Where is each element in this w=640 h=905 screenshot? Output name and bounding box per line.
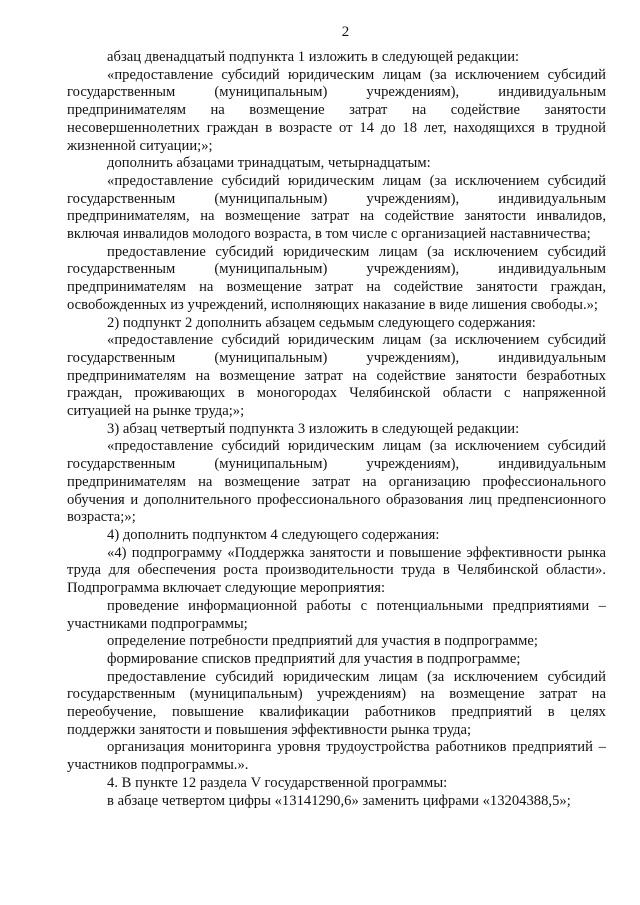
paragraph: 4. В пункте 12 раздела V государственной программы:: [107, 774, 448, 791]
paragraph: 3) абзац четвертый подпункта 3 изложить в следующей редакции:: [107, 420, 520, 437]
paragraph: организация мониторинга уровня трудоустройства работников предприятий – участников подпрограммы.».: [67, 739, 606, 774]
paragraph: предоставление субсидий юридическим лицам (за исключением субсидий государственным (муниципальным) учреждениям), индивидуальным предпринимателям на возмещение затрат на содействие занятости граждан, освобожденных из учреждений, исполняющих наказание в виде лишения свободы.»;: [67, 243, 606, 313]
paragraph: предоставление субсидий юридическим лицам (за исключением субсидий государственным (муниципальным) учреждениям) на возмещение затрат на переобучение, повышение квалификации работников предприятий в целях поддержки занятости и повышения эффективности рынка труда;: [67, 668, 606, 738]
paragraph: формирование списков предприятий для участия в подпрограмме;: [107, 650, 521, 667]
paragraph: «предоставление субсидий юридическим лицам (за исключением субсидий государственным (муниципальным) учреждениям), индивидуальным предпринимателям на возмещение затрат на организацию профессионального обучения и дополнительного профессионального образования лиц предпенсионного возраста;»;: [67, 438, 606, 526]
page-number: 2: [341, 24, 350, 40]
paragraph: 4) дополнить подпунктом 4 следующего содержания:: [107, 526, 440, 543]
paragraph: «4) подпрограмму «Поддержка занятости и повышение эффективности рынка труда для обеспечения роста производительности труда в Челябинской области». Подпрограмма включает следующие мероприятия:: [67, 544, 606, 597]
paragraph: «предоставление субсидий юридическим лицам (за исключением субсидий государственным (муниципальным) учреждениям), индивидуальным предпринимателям на возмещение затрат на содействие занятости безработных граждан, проживающих в моногородах Челябинской области с напряженной ситуацией на рынке труда;»;: [67, 332, 606, 420]
paragraph: «предоставление субсидий юридическим лицам (за исключением субсидий государственным (муниципальным) учреждениям), индивидуальным предпринимателям на возмещение затрат на содействие занятости несовершеннолетних граждан в возрасте от 14 до 18 лет, находящихся в трудной жизненной ситуации;»;: [67, 66, 606, 154]
paragraph: в абзаце четвертом цифры «13141290,6» заменить цифрами «13204388,5»;: [107, 792, 571, 809]
paragraph: 2) подпункт 2 дополнить абзацем седьмым следующего содержания:: [107, 314, 536, 331]
paragraph: «предоставление субсидий юридическим лицам (за исключением субсидий государственным (муниципальным) учреждениям), индивидуальным предпринимателям, на возмещение затрат на содействие занятости инвалидов, включая инвалидов молодого возраста, в том числе с организацией наставничества;: [67, 172, 606, 243]
paragraph: определение потребности предприятий для участия в подпрограмме;: [107, 633, 538, 650]
paragraph: дополнить абзацами тринадцатым, четырнадцатым:: [107, 155, 431, 172]
paragraph: абзац двенадцатый подпункта 1 изложить в следующей редакции:: [107, 49, 520, 65]
paragraph: проведение информационной работы с потенциальными предприятиями – участниками подпрограммы;: [67, 597, 606, 632]
